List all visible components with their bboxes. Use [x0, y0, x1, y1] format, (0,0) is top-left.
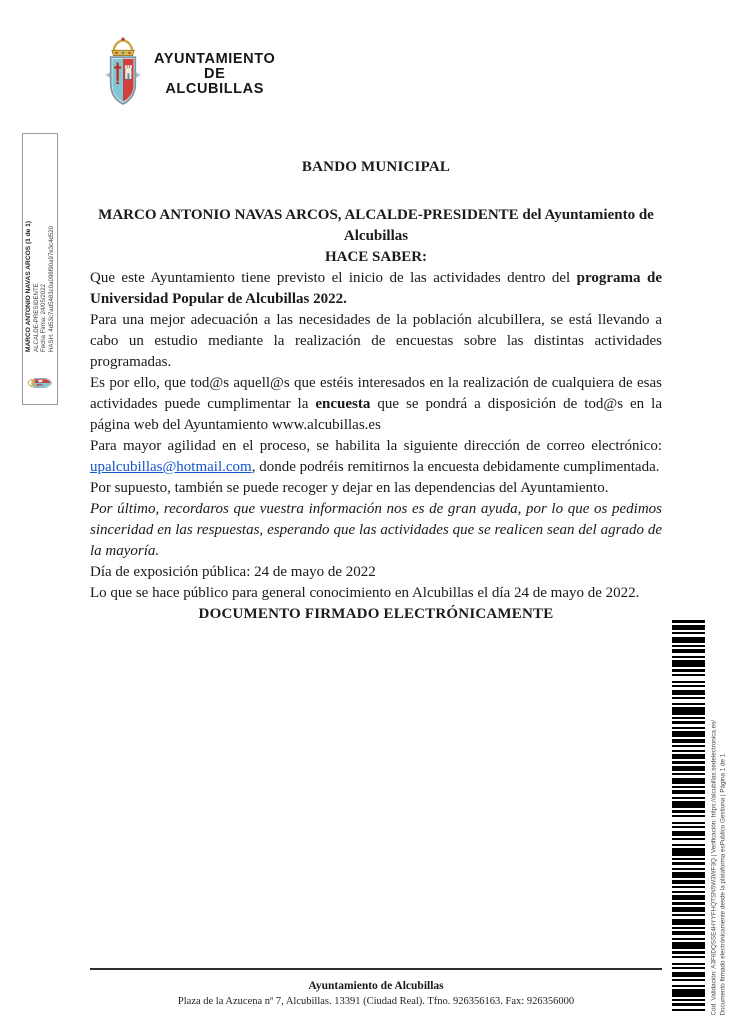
paragraph-email: [90, 436, 662, 478]
document-subtitle: MARCO ANTONIO NAVAS ARCOS, ALCALDE-PRESIDENTE del Ayuntamiento de Alcubillas: [98, 207, 654, 244]
verification-line1: Cód. Validación: A3F6DQSSE4HYYFHQTSN5W3WF3Q | Verificación: https://alcubillas.sedelectronica.es/: [710, 719, 717, 1015]
publico-line: Lo que se hace público para general conocimiento en Alcubillas el día 24 de mayo de 2022.: [90, 585, 640, 601]
signature-text-block: [25, 221, 55, 352]
p3-text-b: que se pondrá a disposición de tod@s en la página web del Ayuntamiento www.alcubillas.es: [90, 396, 662, 433]
verification-strip: [706, 620, 733, 1015]
paragraph-encuestas: Para una mejor adecuación a las necesidades de la población alcubillera, se está llevando a cabo un estudio mediante la realización de encuestas sobre las distintas actividades programadas.: [90, 312, 662, 370]
p3-bold-text: encuesta: [315, 396, 371, 412]
signer-name: MARCO ANTONIO NAVAS ARCOS (1 de 1): [25, 220, 32, 352]
exposicion-line: Día de exposición pública: 24 de mayo de 2022: [90, 564, 376, 580]
coat-of-arms-icon: [100, 36, 146, 112]
barcode: [672, 620, 705, 1015]
footer-org-name: Ayuntamiento de Alcubillas: [308, 980, 444, 992]
hace-saber-heading: HACE SABER:: [324, 249, 428, 265]
firmado-heading: DOCUMENTO FIRMADO ELECTRÓNICAMENTE: [198, 606, 554, 622]
org-name-line2: DE: [204, 65, 226, 82]
p1-bold-text: programa de Universidad Popular de Alcubillas 2022.: [90, 270, 662, 307]
header-logo-block: [100, 36, 275, 112]
paragraph-sinceridad: Por último, recordaros que vuestra información nos es de gran ayuda, por lo que os pedimos sinceridad en las respuestas, esperando que las actividades que se realicen sean del agrado de la mayoría.: [90, 501, 662, 559]
signature-hash: HASH: 4d53c7ad5483c0a098f90a97e3c4d520: [47, 225, 55, 352]
org-name-line3: ALCUBILLAS: [165, 80, 264, 97]
signature-strip: [22, 133, 58, 405]
signer-role: ALCALDE-PRESIDENTE: [32, 283, 40, 352]
footer-divider: [90, 968, 662, 970]
paragraph-web: [90, 373, 662, 436]
coat-of-arms-small-icon: [27, 366, 54, 400]
verification-line2: Documento firmado electrónicamente desde la plataforma esPublico Gestiona | Página 1 de 1: [719, 753, 726, 1015]
paragraph-programa: [90, 268, 662, 310]
p3-text-a: Es por ello, que tod@s aquell@s que estéis interesados en la realización de cualquiera de esas actividades puede cumplimentar la: [90, 375, 662, 412]
footer-address: Plaza de la Azucena nº 7, Alcubillas. 13391 (Ciudad Real). Tfno. 926356163. Fax: 926356000: [177, 996, 575, 1007]
org-name: [154, 52, 275, 97]
email-link[interactable]: upalcubillas@hotmail.com: [90, 459, 252, 475]
p4-text-b: , donde podréis remitirnos la encuesta debidamente cumplimentada.: [251, 459, 660, 475]
document-body: [90, 150, 662, 625]
p4-text-a: Para mayor agilidad en el proceso, se habilita la siguiente dirección de correo electrónico:: [90, 438, 662, 454]
p1-text: Que este Ayuntamiento tiene previsto el inicio de las actividades dentro del: [90, 270, 577, 286]
signature-strip-rotated: [23, 134, 57, 404]
document-title: BANDO MUNICIPAL: [301, 159, 451, 175]
verification-strip-rotated: [706, 620, 733, 1015]
signature-date: Fecha Firma: 24/05/2022: [40, 283, 47, 352]
paragraph-dependencias: Por supuesto, también se puede recoger y dejar en las dependencias del Ayuntamiento.: [90, 480, 609, 496]
org-name-line1: AYUNTAMIENTO: [154, 50, 276, 67]
